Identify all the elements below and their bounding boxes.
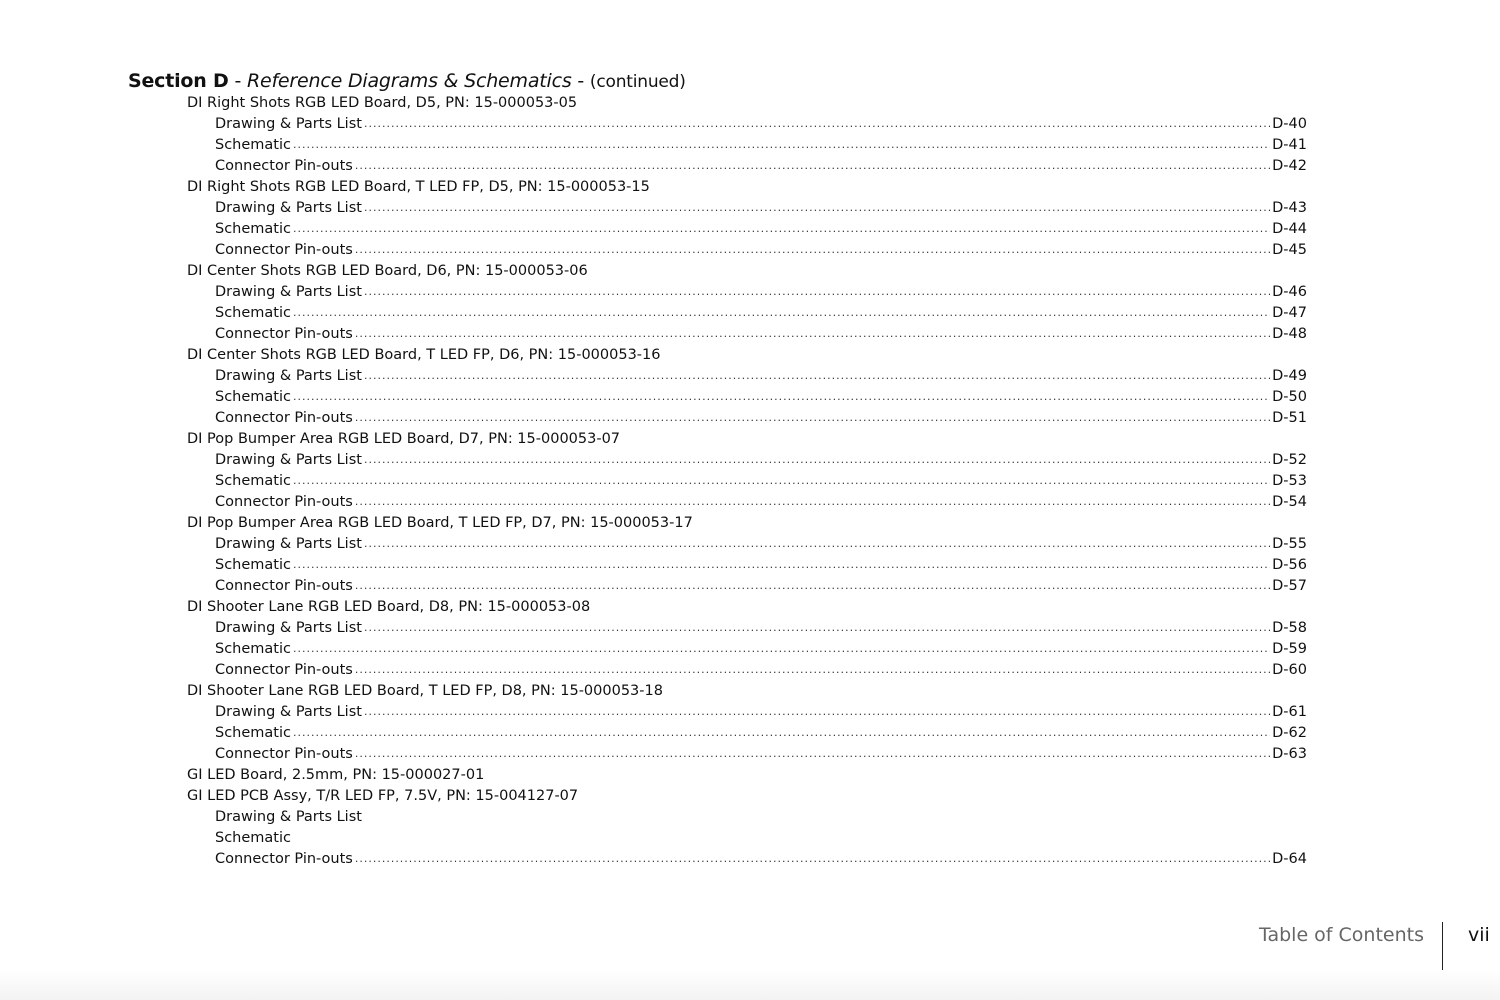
dot-leader (364, 449, 1270, 470)
dot-leader (355, 575, 1270, 596)
dot-leader (364, 533, 1270, 554)
toc-entry (0, 219, 1307, 240)
toc-entry (0, 618, 1307, 639)
toc-entry-label: Schematic (215, 830, 291, 846)
toc-entry-page: D-54 (1272, 494, 1307, 510)
toc-entry (0, 576, 1307, 597)
toc-entry-page: D-64 (1272, 851, 1307, 867)
dot-leader (355, 491, 1270, 512)
toc-entry-label: Connector Pin-outs (215, 578, 353, 594)
toc-entry (0, 555, 1307, 576)
toc-entry (0, 114, 1307, 135)
toc-entry-label: Schematic (215, 641, 291, 657)
toc-group-heading: GI LED PCB Assy, T/R LED FP, 7.5V, PN: 15-004127-07 (187, 788, 579, 804)
page-bottom-edge (0, 970, 1500, 1000)
footer-page-number: vii (1468, 924, 1490, 946)
dot-leader (364, 281, 1270, 302)
toc-entry-label: Drawing & Parts List (215, 452, 362, 468)
toc-entry-label: Connector Pin-outs (215, 242, 353, 258)
toc-entry-page: D-56 (1272, 557, 1307, 573)
dot-leader (293, 554, 1270, 575)
dot-leader (364, 617, 1270, 638)
toc-entry-label: Drawing & Parts List (215, 368, 362, 384)
toc-entry (0, 744, 1307, 765)
toc-entry (0, 282, 1307, 303)
toc-entry (0, 492, 1307, 513)
dot-leader (293, 218, 1270, 239)
toc-entry-label: Schematic (215, 137, 291, 153)
section-title: Reference Diagrams & Schematics (246, 70, 572, 92)
section-separator: - (228, 70, 247, 92)
section-heading (128, 68, 686, 95)
dot-leader (355, 155, 1270, 176)
toc-entry-page: D-63 (1272, 746, 1307, 762)
toc-entry-page: D-40 (1272, 116, 1307, 132)
dot-leader (355, 239, 1270, 260)
toc-entry (0, 240, 1307, 261)
toc-entry-label: Drawing & Parts List (215, 809, 362, 825)
toc-entry (0, 660, 1307, 681)
toc-entry (0, 198, 1307, 219)
toc-entry-page: D-43 (1272, 200, 1307, 216)
toc-group-heading: DI Pop Bumper Area RGB LED Board, D7, PN: 15-000053-07 (187, 431, 621, 447)
toc-entry (0, 387, 1307, 408)
toc-entry-page: D-42 (1272, 158, 1307, 174)
toc-entry-page: D-52 (1272, 452, 1307, 468)
dot-leader (293, 134, 1270, 155)
toc-entry-page: D-55 (1272, 536, 1307, 552)
toc-entry-label: Connector Pin-outs (215, 494, 353, 510)
toc-entry (0, 702, 1307, 723)
toc-entry (0, 324, 1307, 345)
toc-entry (0, 135, 1307, 156)
toc-entry-label: Connector Pin-outs (215, 851, 353, 867)
toc-entry (0, 450, 1307, 471)
toc-entry-label: Connector Pin-outs (215, 410, 353, 426)
toc-entry-page: D-57 (1272, 578, 1307, 594)
toc-entry (0, 849, 1307, 870)
toc-entry-page: D-45 (1272, 242, 1307, 258)
toc-entry (0, 303, 1307, 324)
toc-group-heading: DI Right Shots RGB LED Board, D5, PN: 15-000053-05 (187, 95, 578, 111)
toc-entry-page: D-44 (1272, 221, 1307, 237)
toc-entry-label: Drawing & Parts List (215, 200, 362, 216)
toc-entry-label: Connector Pin-outs (215, 746, 353, 762)
dot-leader (355, 659, 1270, 680)
section-label: Section D (128, 70, 229, 92)
toc-entry-page: D-61 (1272, 704, 1307, 720)
toc-entry (0, 723, 1307, 744)
dot-leader (293, 302, 1270, 323)
toc-group-heading: DI Pop Bumper Area RGB LED Board, T LED FP, D7, PN: 15-000053-17 (187, 515, 693, 531)
toc-group-heading: DI Center Shots RGB LED Board, T LED FP, D6, PN: 15-000053-16 (187, 347, 661, 363)
dot-leader (355, 407, 1270, 428)
dot-leader (293, 638, 1270, 659)
toc-entry-label: Drawing & Parts List (215, 704, 362, 720)
toc-entry-page: D-53 (1272, 473, 1307, 489)
toc-entry-label: Drawing & Parts List (215, 620, 362, 636)
toc-entry-label: Schematic (215, 389, 291, 405)
toc-entry-label: Schematic (215, 221, 291, 237)
toc-entry-label: Schematic (215, 473, 291, 489)
toc-entry (0, 828, 1307, 849)
toc-group-heading: DI Shooter Lane RGB LED Board, D8, PN: 15-000053-08 (187, 599, 591, 615)
toc-entry-label: Schematic (215, 557, 291, 573)
table-of-contents (0, 93, 1500, 870)
dot-leader (293, 722, 1270, 743)
toc-entry-label: Drawing & Parts List (215, 536, 362, 552)
toc-entry-page: D-50 (1272, 389, 1307, 405)
toc-entry-label: Connector Pin-outs (215, 662, 353, 678)
toc-entry-page: D-51 (1272, 410, 1307, 426)
toc-entry-page: D-49 (1272, 368, 1307, 384)
toc-group-heading: DI Right Shots RGB LED Board, T LED FP, D5, PN: 15-000053-15 (187, 179, 650, 195)
toc-entry-label: Connector Pin-outs (215, 158, 353, 174)
toc-entry (0, 471, 1307, 492)
toc-entry (0, 408, 1307, 429)
toc-entry (0, 156, 1307, 177)
toc-entry (0, 366, 1307, 387)
toc-entry-label: Schematic (215, 305, 291, 321)
toc-entry-label: Drawing & Parts List (215, 116, 362, 132)
dot-leader (364, 701, 1270, 722)
dot-leader (355, 743, 1270, 764)
dot-leader (293, 470, 1270, 491)
dot-leader (364, 113, 1270, 134)
toc-entry-page: D-60 (1272, 662, 1307, 678)
dot-leader (364, 197, 1270, 218)
toc-entry-page: D-58 (1272, 620, 1307, 636)
toc-entry-page: D-59 (1272, 641, 1307, 657)
toc-entry-label: Connector Pin-outs (215, 326, 353, 342)
dot-leader (364, 365, 1270, 386)
toc-entry (0, 639, 1307, 660)
toc-entry-page: D-46 (1272, 284, 1307, 300)
toc-entry (0, 534, 1307, 555)
toc-entry-label: Drawing & Parts List (215, 284, 362, 300)
section-continued: (continued) (589, 72, 686, 92)
toc-group-heading: DI Shooter Lane RGB LED Board, T LED FP, D8, PN: 15-000053-18 (187, 683, 663, 699)
toc-group-heading: GI LED Board, 2.5mm, PN: 15-000027-01 (187, 767, 485, 783)
section-separator-2: - (571, 70, 590, 92)
footer-label: Table of Contents (1259, 924, 1424, 946)
toc-entry-label: Schematic (215, 725, 291, 741)
toc-entry-page: D-47 (1272, 305, 1307, 321)
dot-leader (293, 386, 1270, 407)
dot-leader (355, 323, 1270, 344)
toc-group-heading: DI Center Shots RGB LED Board, D6, PN: 15-000053-06 (187, 263, 588, 279)
toc-entry-page: D-62 (1272, 725, 1307, 741)
toc-entry-page: D-48 (1272, 326, 1307, 342)
toc-entry-page: D-41 (1272, 137, 1307, 153)
dot-leader (355, 848, 1270, 869)
toc-entry (0, 807, 1307, 828)
